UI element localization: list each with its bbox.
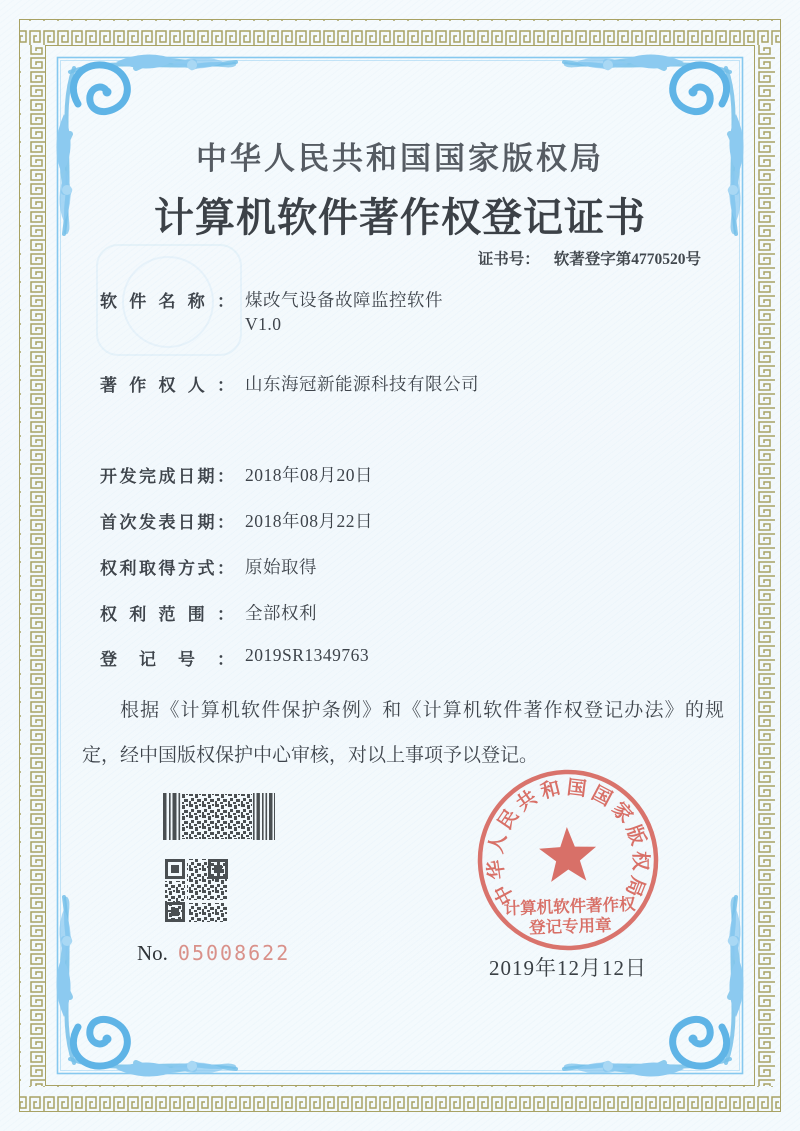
certificate-number	[478, 247, 701, 269]
field-value: 煤改气设备故障监控软件	[245, 290, 443, 310]
certificate-number-value: 软著登字第4770520号	[553, 251, 701, 268]
serial-prefix: No.	[137, 941, 168, 965]
certificate-number-label: 证书号：	[477, 251, 540, 268]
issue-date: 2019年12月12日	[489, 956, 647, 980]
field-value: 2018年08月20日	[245, 465, 373, 485]
star-icon	[538, 826, 597, 882]
certificate-title: 计算机软件著作权登记证书	[154, 195, 646, 240]
seal-caption-line1: 计算机软件著作权	[503, 894, 636, 919]
field-row-dev-complete-date	[0, 462, 800, 492]
field-value: 2018年08月22日	[245, 511, 373, 531]
field-label: 开发完成日期：	[100, 467, 234, 486]
field-value: 2019SR1349763	[245, 645, 370, 665]
field-row-software-name	[0, 287, 800, 317]
barcode-icon	[163, 793, 275, 840]
field-row-rights-scope	[0, 600, 800, 630]
seal-ring-text: 中华人民共和国国家版权局	[485, 777, 651, 908]
qr-code-icon	[163, 857, 230, 924]
field-row-first-publish-date	[0, 508, 800, 538]
serial-number-line	[137, 941, 290, 966]
field-label: 首次发表日期：	[100, 513, 234, 532]
field-value: 山东海冠新能源科技有限公司	[245, 374, 479, 394]
field-row-rights-acquisition	[0, 554, 800, 584]
field-value-version: V1.0	[245, 314, 282, 334]
field-label: 著作权人：	[100, 376, 234, 395]
official-seal	[465, 757, 672, 964]
field-row-registration-number	[0, 645, 800, 675]
field-label: 权利取得方式：	[100, 559, 234, 578]
field-row-copyright-owner	[0, 371, 800, 401]
software-version-line	[0, 314, 800, 344]
field-value: 全部权利	[245, 603, 317, 623]
serial-number: 05008622	[177, 941, 291, 965]
field-value: 原始取得	[245, 557, 317, 577]
field-label: 软件名称：	[100, 292, 234, 311]
issuing-authority-title: 中华人民共和国国家版权局	[196, 141, 604, 176]
field-label: 权利范围：	[100, 605, 234, 624]
seal-caption-line2: 登记专用章	[528, 915, 612, 938]
field-label: 登记号：	[100, 650, 234, 669]
registration-statement: 根据《计算机软件保护条例》和《计算机软件著作权登记办法》的规定，经中国版权保护中心审核，对以上事项予以登记。	[82, 700, 724, 767]
